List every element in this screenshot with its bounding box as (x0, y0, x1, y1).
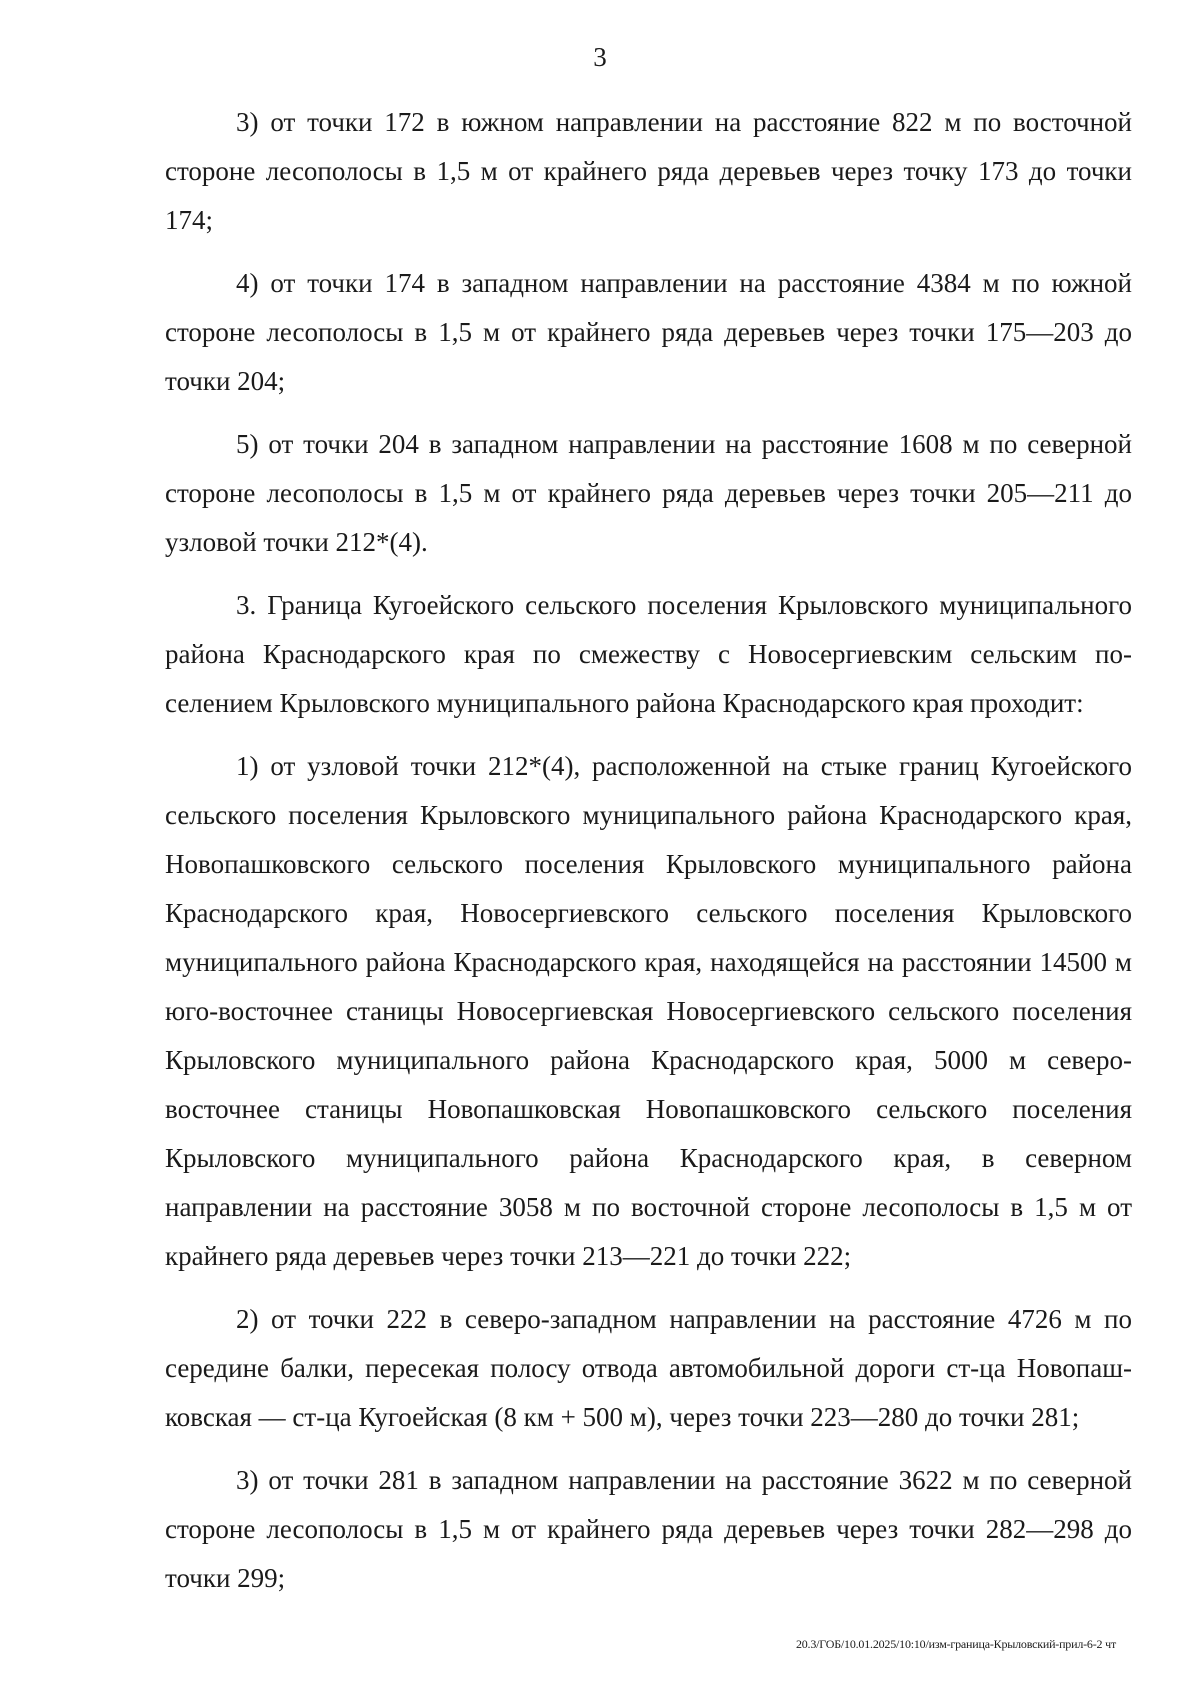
page-number: 3 (593, 42, 607, 72)
paragraph: 3) от точки 281 в западном направлении на расстояние 3622 м по северной стороне лесополосы в 1,5 м от крайнего ряда деревьев через точки 282—298 до точки 299; (165, 1465, 1132, 1593)
paragraph: 5) от точки 204 в западном направлении на расстояние 1608 м по северной стороне лесополосы в 1,5 м от крайнего ряда деревьев через точки 205—211 до узловой точки 212*(4). (165, 429, 1132, 557)
paragraph: 3. Граница Кугоейского сельского поселения Крыловского муниципального района Краснодарского края по смежеству с Новосергиевским сельским поселением Крыловского муниципального района Краснодарского края проходит: (165, 590, 1132, 718)
paragraph: 3) от точки 172 в южном направлении на расстояние 822 м по восточной стороне лесополосы в 1,5 м от крайнего ряда деревьев через точку 173 до точки 174; (165, 107, 1132, 235)
paragraph: 1) от узловой точки 212*(4), расположенной на стыке границ Кугоейского сельского поселения Крыловского муниципального района Краснодарского края, Новопашковского сельского поселения Крыловского муниципального района Краснодарского края, Новосергиевского сельского поселения Крыловского муниципального района Краснодарского края, находящейся на расстоянии 14500 м юго-восточнее станицы Новосергиевская Новосергиевского сельского поселения Крыловского муниципального района Краснодарского края, 5000 м северо-восточнее станицы Новопашковская Новопашковского сельского поселения Крыловского муниципального района Краснодарского края, в северном направлении на расстояние 3058 м по восточной стороне лесополосы в 1,5 м от крайнего ряда деревьев через точки 213—221 до точки 222; (165, 751, 1132, 1271)
document-body (165, 98, 1132, 1617)
paragraph: 4) от точки 174 в западном направлении на расстояние 4384 м по южной стороне лесополосы в 1,5 м от крайнего ряда деревьев через точки 175—203 до точки 204; (165, 268, 1132, 396)
paragraph: 2) от точки 222 в северо-западном направлении на расстояние 4726 м по середине балки, пересекая полосу отвода автомобильной дороги ст-ца Новопашковская — ст-ца Кугоейская (8 км + 500 м), через точки 223—280 до точки 281; (165, 1304, 1132, 1432)
document-footer-reference: 20.3/ГОБ/10.01.2025/10:10/изм-граница-Крыловский-прил-6-2 чт (795, 1637, 1116, 1651)
